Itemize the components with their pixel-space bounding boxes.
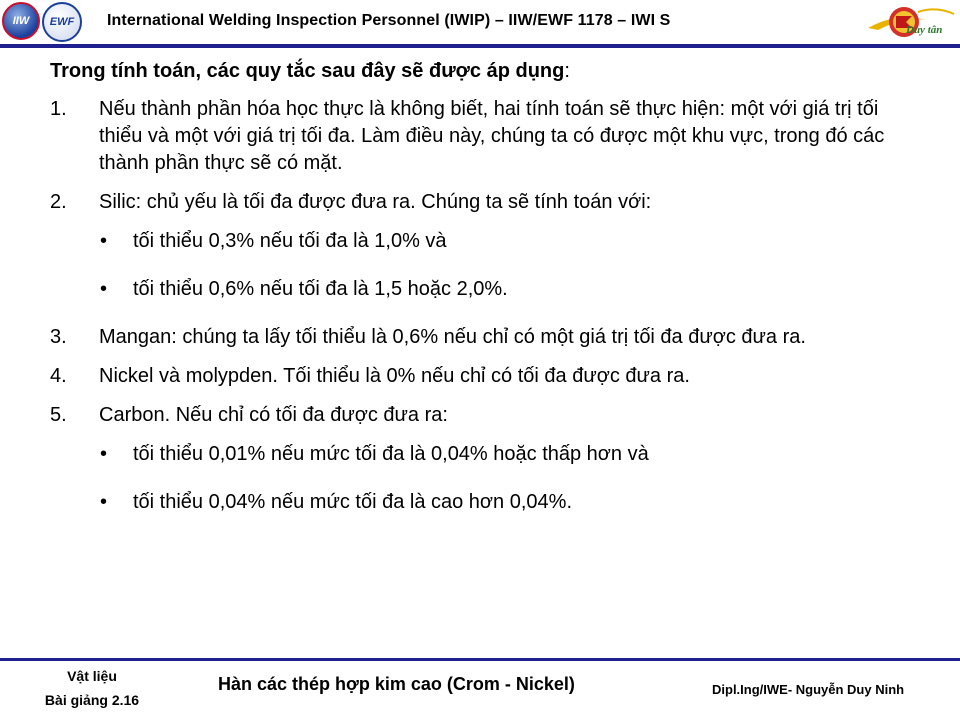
bullet-icon: • [100,491,108,513]
bullet-text: tối thiểu 0,6% nếu tối đa là 1,5 hoặc 2,0%. [133,278,508,300]
bullet-text: tối thiểu 0,3% nếu tối đa là 1,0% và [133,230,447,252]
ewf-logo-text: EWF [49,16,75,28]
ewf-logo [42,2,82,42]
iiw-logo-text: IIW [12,15,30,27]
list-item-3 [50,324,920,351]
intro-heading [50,58,920,84]
footer-subject: Vật liệu [67,668,117,684]
duytan-emblem-icon [866,2,960,44]
bullet-text: tối thiểu 0,04% nếu mức tối đa là cao hơn 0,04%. [133,491,572,513]
bullet-icon: • [100,443,108,465]
list-item-text: Carbon. Nếu chỉ có tối đa được đưa ra: [99,404,448,426]
list-number: 5. [50,404,67,426]
footer-author: Dipl.Ing/IWE- Nguyễn Duy Ninh [712,682,905,697]
list-item-4 [50,363,920,390]
slide-header [0,0,960,48]
list-number: 3. [50,326,67,348]
list-item-1 [50,96,920,177]
list-item-text: Mangan: chúng ta lấy tối thiểu là 0,6% nếu chỉ có một giá trị tối đa được đưa ra. [99,326,806,348]
intro-colon: : [564,60,570,82]
duytan-logo [866,2,960,44]
intro-heading-text: Trong tính toán, các quy tắc sau đây sẽ được áp dụng [50,60,565,82]
list-number: 1. [50,98,67,120]
carbon-bullet-1 [50,441,920,468]
bullet-text: tối thiểu 0,01% nếu mức tối đa là 0,04% hoặc thấp hơn và [133,443,649,465]
header-divider [0,44,960,48]
list-item-2 [50,189,920,216]
list-item-text: Nickel và molypden. Tối thiểu là 0% nếu chỉ có tối đa được đưa ra. [99,365,690,387]
list-item-text: Nếu thành phần hóa học thực là không biết, hai tính toán sẽ thực hiện: một với giá trị tối thiểu và một với giá trị tối đa. Làm điều này, chúng ta có được một khu vực, trong đó các thành phần thực sẽ có mặt. [99,98,885,174]
carbon-bullet-2 [50,489,920,516]
list-item-5 [50,402,920,429]
list-item-text: Silic: chủ yếu là tối đa được đưa ra. Chúng ta sẽ tính toán với: [99,191,652,213]
silic-bullet-1 [50,228,920,255]
footer-topic-title: Hàn các thép hợp kim cao (Crom - Nickel) [218,674,575,694]
footer-divider [0,658,960,661]
list-number: 2. [50,191,67,213]
duytan-logo-text: Duy tân [906,24,943,36]
footer-course-info [28,664,156,712]
footer-lecture-number: Bài giảng 2.16 [44,692,140,708]
bullet-icon: • [100,278,108,300]
iiw-logo [2,2,40,40]
silic-bullet-2 [50,276,920,303]
list-number: 4. [50,365,67,387]
bullet-icon: • [100,230,108,252]
header-title: International Welding Inspection Personnel (IWIP) – IIW/EWF 1178 – IWI S [107,12,671,29]
slide-content [50,58,920,537]
